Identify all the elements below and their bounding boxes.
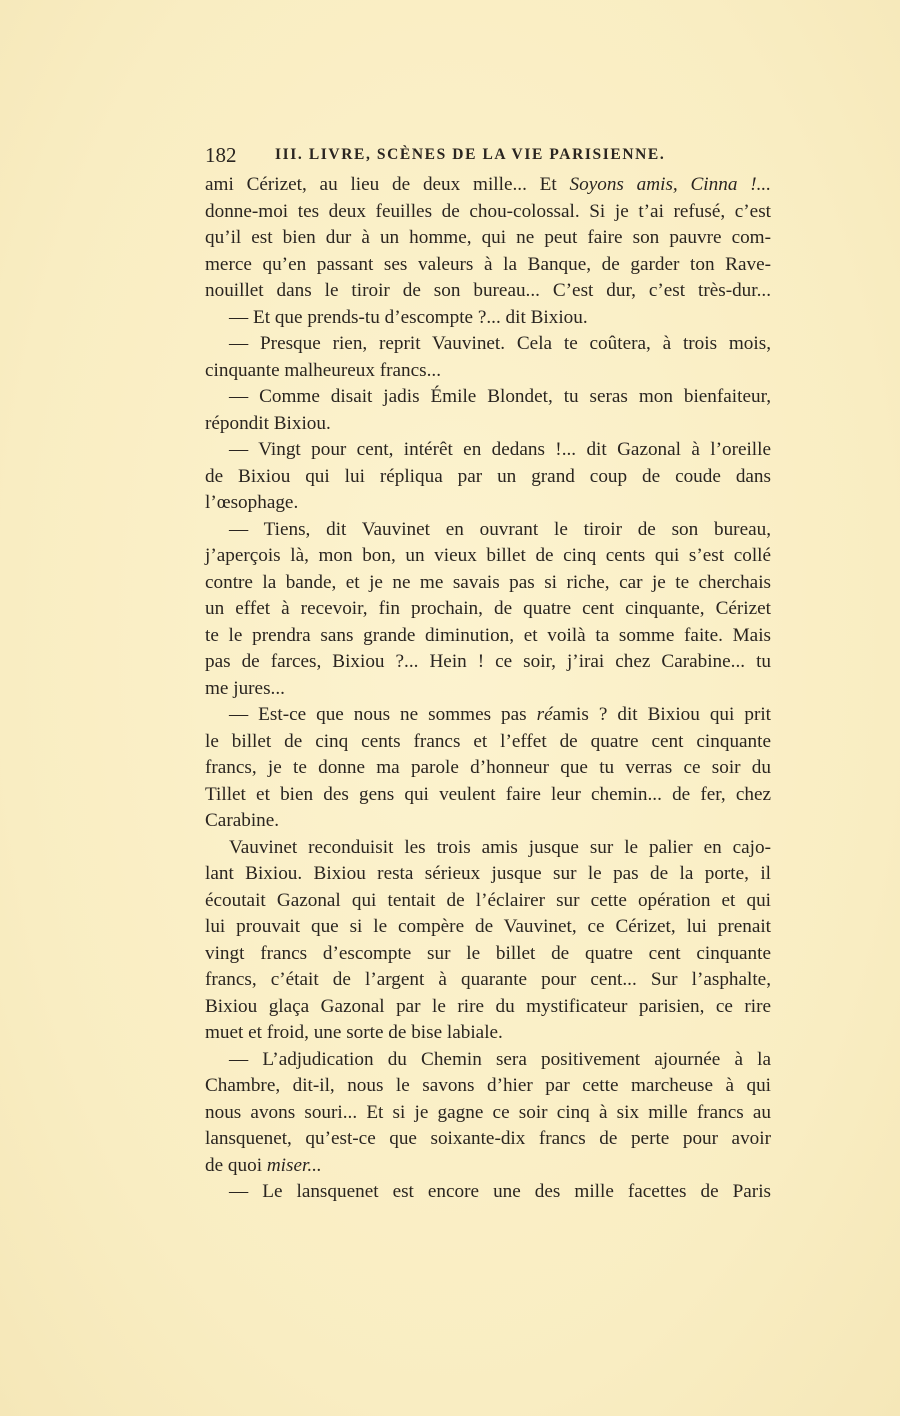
italic-text: ré: [536, 704, 553, 725]
text-line: [205, 570, 771, 597]
paragraph: [205, 517, 771, 703]
paragraph: [205, 384, 771, 437]
text-line: [205, 596, 771, 623]
text-line: [205, 1179, 771, 1206]
text-segment: Bixiou glaça Gazonal par le rire du mystificateur parisien, ce rire: [205, 995, 771, 1017]
text-line: [205, 411, 771, 438]
text-segment: qu’il est bien dur à un homme, qui ne peut faire son pauvre com-: [205, 227, 771, 248]
text-line: [205, 172, 771, 199]
text-line: [205, 649, 771, 676]
paragraph: [205, 1047, 771, 1180]
paragraph: [205, 172, 771, 305]
text-line: [205, 543, 771, 570]
text-segment: Vauvinet reconduisit les trois amis jusque sur le palier en cajo-: [229, 836, 771, 858]
text-line: [205, 1047, 771, 1074]
text-segment: francs, c’était de l’argent à quarante pour cent... Sur l’asphalte,: [205, 969, 771, 990]
text-line: [205, 517, 771, 544]
text-line: [205, 1153, 771, 1180]
running-header: [205, 143, 775, 171]
text-segment: Chambre, dit-il, nous le savons d’hier par cette marcheuse à qui: [205, 1075, 771, 1096]
text-segment: j’aperçois là, mon bon, un vieux billet de cinq cents qui s’est collé: [205, 545, 771, 566]
text-line: [205, 729, 771, 756]
text-segment: de quoi: [205, 1154, 267, 1176]
text-line: [205, 225, 771, 252]
text-segment: Tillet et bien des gens qui veulent faire leur chemin... de fer, chez: [205, 783, 771, 805]
paragraph: [205, 331, 771, 384]
text-segment: — Presque rien, reprit Vauvinet. Cela te coûtera, à trois mois,: [229, 333, 771, 354]
text-segment: de Bixiou qui lui répliqua par un grand coup de coude dans: [205, 465, 771, 487]
text-segment: lui prouvait que si le compère de Vauvinet, ce Cérizet, lui prenait: [205, 916, 771, 937]
text-line: [205, 967, 771, 994]
text-line: [205, 755, 771, 782]
text-line: [205, 305, 771, 332]
text-segment: nouillet dans le tiroir de son bureau... C’est dur, c’est très-dur...: [205, 280, 771, 301]
italic-text: miser...: [266, 1154, 322, 1176]
text-segment: — Est-ce que nous ne sommes pas: [229, 704, 537, 725]
text-segment: Carabine.: [205, 810, 280, 831]
running-title: III. LIVRE, SCÈNES DE LA VIE PARISIENNE.: [275, 146, 666, 163]
text-segment: répondit Bixiou.: [205, 412, 331, 434]
text-line: [205, 1100, 771, 1127]
text-line: [205, 888, 771, 915]
text-line: [205, 994, 771, 1021]
text-line: [205, 1073, 771, 1100]
text-segment: ami Cérizet, au lieu de deux mille... Et: [205, 174, 570, 195]
text-line: [205, 331, 771, 358]
text-line: [205, 702, 771, 729]
text-segment: — Vingt pour cent, intérêt en dedans !... dit Gazonal à l’oreille: [229, 439, 771, 460]
text-segment: vingt francs d’escompte sur le billet de quatre cent cinquante: [205, 942, 771, 964]
page-number: 182: [205, 143, 237, 167]
text-line: [205, 199, 771, 226]
paragraph: [205, 1179, 771, 1206]
text-segment: — Le lansquenet est encore une des mille facettes de Paris: [229, 1181, 771, 1202]
text-segment: te le prendra sans grande diminution, et voilà ta somme faite. Mais: [205, 624, 771, 646]
text-line: [205, 623, 771, 650]
text-segment: amis ? dit Bixiou qui prit: [552, 704, 771, 725]
paragraph: [205, 437, 771, 517]
text-segment: muet et froid, une sorte de bise labiale.: [205, 1022, 503, 1043]
text-line: [205, 676, 771, 703]
text-line: [205, 490, 771, 517]
text-line: [205, 1126, 771, 1153]
text-line: [205, 464, 771, 491]
text-line: [205, 782, 771, 809]
text-line: [205, 252, 771, 279]
text-segment: écoutait Gazonal qui tentait de l’éclairer sur cette opération et qui: [205, 889, 771, 911]
text-line: [205, 278, 771, 305]
text-segment: — Et que prends-tu d’escompte ?... dit Bixiou.: [229, 306, 588, 328]
text-segment: lant Bixiou. Bixiou resta sérieux jusque sur le pas de la porte, il: [205, 863, 771, 884]
text-line: [205, 861, 771, 888]
paragraph: [205, 305, 771, 332]
text-segment: contre la bande, et je ne me savais pas si riche, car je te cherchais: [205, 571, 771, 593]
text-line: [205, 358, 771, 385]
text-segment: un effet à recevoir, fin prochain, de quatre cent cinquante, Cérizet: [205, 598, 771, 619]
text-line: [205, 384, 771, 411]
paragraph: [205, 835, 771, 1047]
text-line: [205, 941, 771, 968]
text-segment: pas de farces, Bixiou ?... Hein ! ce soir, j’irai chez Carabine... tu: [205, 651, 771, 672]
text-segment: — L’adjudication du Chemin sera positivement ajournée à la: [229, 1048, 771, 1070]
text-segment: — Tiens, dit Vauvinet en ouvrant le tiroir de son bureau,: [229, 518, 771, 540]
text-segment: nous avons souri... Et si je gagne ce soir cinq à six mille francs au: [205, 1101, 771, 1123]
text-segment: cinquante malheureux francs...: [205, 359, 442, 381]
text-segment: l’œsophage.: [205, 492, 299, 513]
text-segment: francs, je te donne ma parole d’honneur que tu verras ce soir du: [205, 757, 771, 778]
text-segment: le billet de cinq cents francs et l’effet de quatre cent cinquante: [205, 730, 771, 752]
text-segment: me jures...: [205, 677, 285, 699]
text-line: [205, 437, 771, 464]
text-line: [205, 1020, 771, 1047]
italic-text: Soyons amis, Cinna !...: [569, 174, 771, 195]
text-segment: donne-moi tes deux feuilles de chou-colossal. Si je t’ai refusé, c’est: [205, 200, 771, 222]
text-segment: lansquenet, qu’est-ce que soixante-dix francs de perte pour avoir: [205, 1128, 771, 1149]
text-line: [205, 914, 771, 941]
text-segment: — Comme disait jadis Émile Blondet, tu seras mon bienfaiteur,: [229, 386, 771, 407]
paragraph: [205, 702, 771, 835]
text-line: [205, 835, 771, 862]
text-line: [205, 808, 771, 835]
body-text: [205, 172, 771, 1206]
text-segment: merce qu’en passant ses valeurs à la Banque, de garder ton Rave-: [205, 253, 771, 275]
